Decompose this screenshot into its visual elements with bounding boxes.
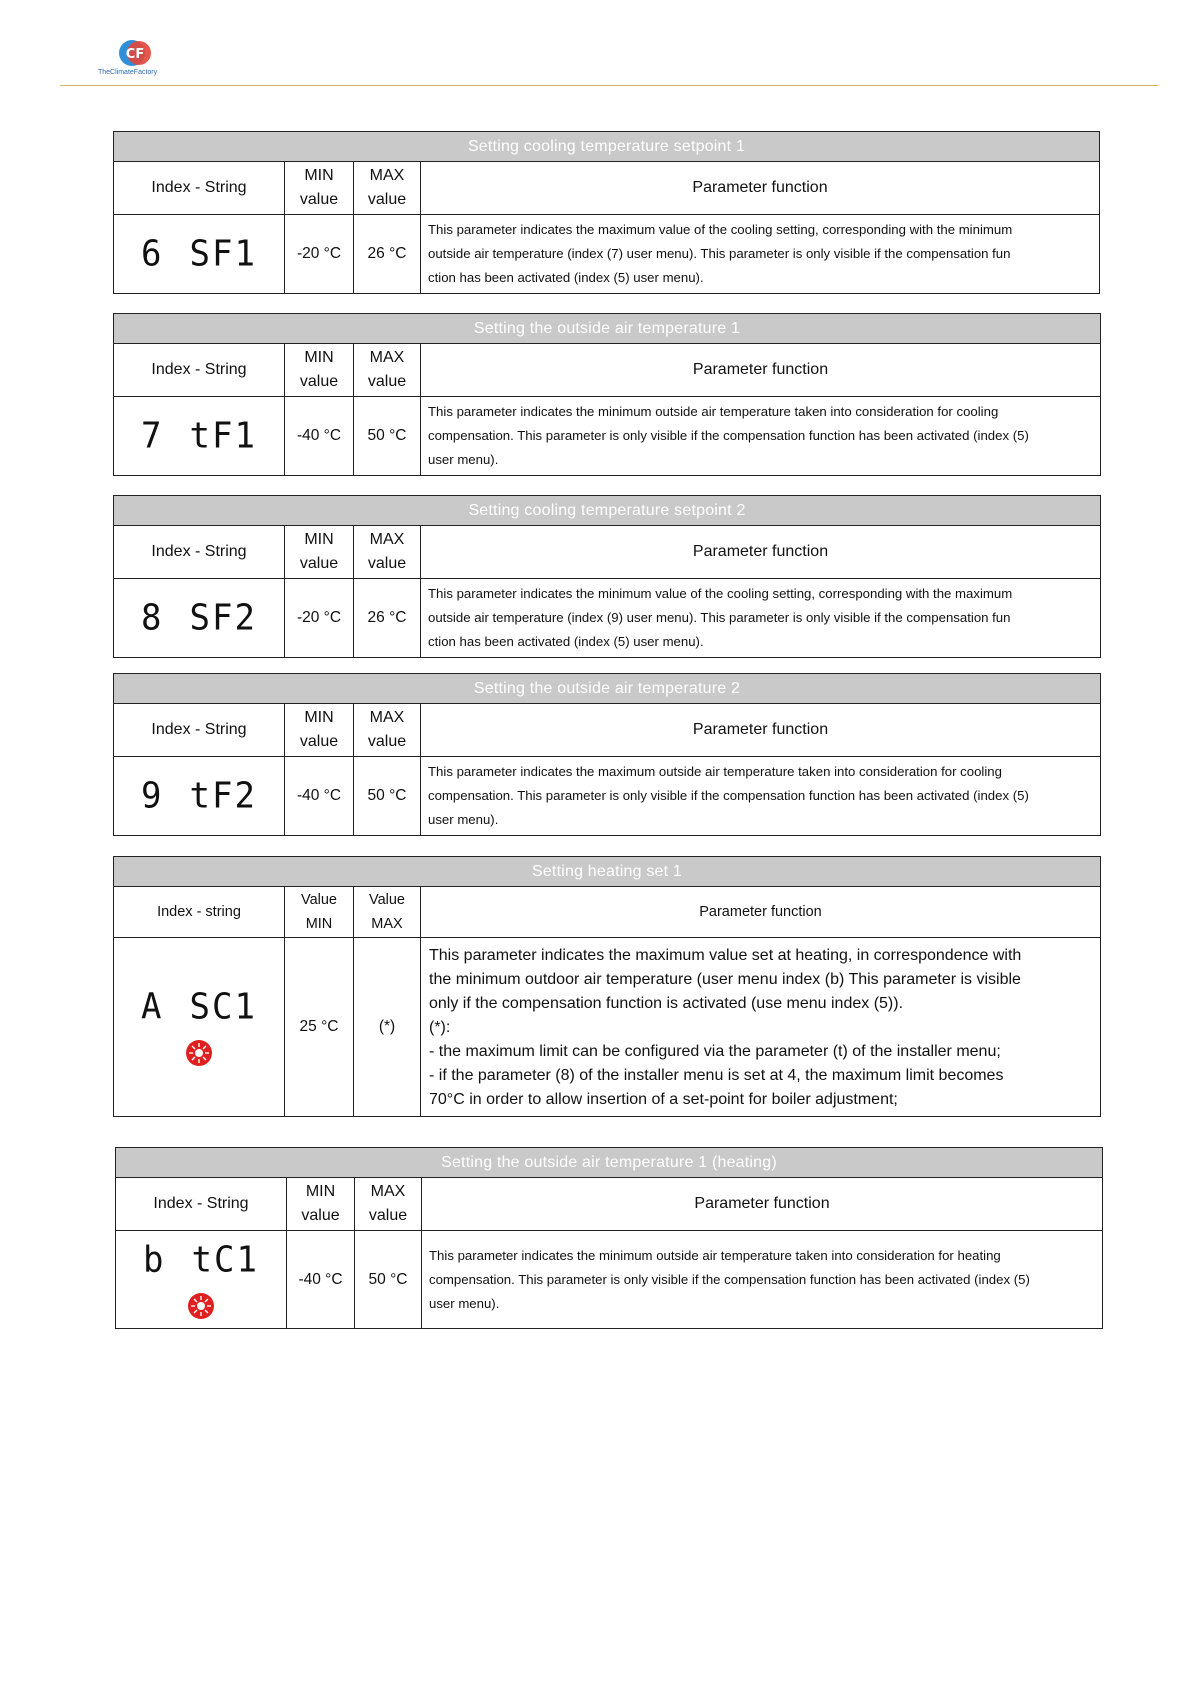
code-string: tC1 xyxy=(191,1238,259,1281)
max-value: (*) xyxy=(354,938,421,1117)
param-table-9 xyxy=(113,673,1101,836)
table-title: Setting cooling temperature setpoint 1 xyxy=(114,132,1100,162)
header-min: MIN value xyxy=(285,704,354,757)
header-function: Parameter function xyxy=(421,344,1101,397)
parameter-description: This parameter indicates the minimum value of the cooling setting, corresponding with the maximum outside air temperature (index (9) user menu). This parameter is only visible if the compensation fun ction has been activated (index (5) user menu). xyxy=(421,579,1101,658)
header-rule xyxy=(60,85,1158,86)
header-function: Parameter function xyxy=(421,704,1101,757)
parameter-description: This parameter indicates the maximum value set at heating, in correspondence with the minimum outdoor air temperature (user menu index (b) This parameter is visible only if the compensation function is activated (use menu index (5)). (*): - the maximum limit can be configured via the parameter (t) of the installer menu; - if the parameter (8) of the installer menu is set at 4, the maximum limit becomes 70°C in order to allow insertion of a set-point for boiler adjustment; xyxy=(421,938,1101,1117)
header-index-string: Index - string xyxy=(114,887,285,938)
code-string: tF2 xyxy=(189,775,257,817)
param-table-8 xyxy=(113,495,1101,658)
min-value: -20 °C xyxy=(285,215,354,294)
header-function: Parameter function xyxy=(421,526,1101,579)
param-table-7 xyxy=(113,313,1101,476)
code-string: SF2 xyxy=(189,597,257,639)
code-string: tF1 xyxy=(189,415,257,457)
code-index: A xyxy=(141,986,164,1028)
display-code xyxy=(114,938,285,1117)
heating-sun-icon xyxy=(185,1039,213,1067)
table-title: Setting cooling temperature setpoint 2 xyxy=(114,496,1101,526)
parameter-description: This parameter indicates the maximum outside air temperature taken into consideration for cooling compensation. This parameter is only visible if the compensation function has been activated (index (5) user menu). xyxy=(421,757,1101,836)
header-min: MIN value xyxy=(285,526,354,579)
display-code xyxy=(114,215,285,294)
company-logo xyxy=(98,36,178,80)
max-value: 50 °C xyxy=(354,757,421,836)
code-index: 6 xyxy=(141,233,164,275)
table-title: Setting the outside air temperature 2 xyxy=(114,674,1101,704)
min-value: -20 °C xyxy=(285,579,354,658)
header-min: MIN value xyxy=(285,162,354,215)
max-value: 50 °C xyxy=(354,397,421,476)
parameter-description: This parameter indicates the maximum value of the cooling setting, corresponding with the minimum outside air temperature (index (7) user menu). This parameter is only visible if the compensation fun ction has been activated (index (5) user menu). xyxy=(421,215,1100,294)
param-table-6 xyxy=(113,131,1100,294)
svg-text:CF: CF xyxy=(125,47,145,62)
param-table-a xyxy=(113,856,1101,1117)
param-table-b xyxy=(115,1147,1103,1329)
header-function: Parameter function xyxy=(421,887,1101,938)
header-index-string: Index - String xyxy=(114,162,285,215)
min-value: -40 °C xyxy=(285,397,354,476)
header-index-string: Index - String xyxy=(114,526,285,579)
display-code xyxy=(114,757,285,836)
max-value: 26 °C xyxy=(354,579,421,658)
header-min: MIN value xyxy=(285,344,354,397)
header-max: MAX value xyxy=(354,162,421,215)
code-index: 8 xyxy=(141,597,164,639)
code-index: b xyxy=(143,1238,166,1281)
min-value: 25 °C xyxy=(285,938,354,1117)
heating-sun-icon xyxy=(187,1292,215,1320)
code-string: SF1 xyxy=(189,233,257,275)
header-min: Value MIN xyxy=(285,887,354,938)
header-function: Parameter function xyxy=(421,162,1100,215)
brand-name: TheClimateFactory xyxy=(98,69,158,76)
table-title: Setting heating set 1 xyxy=(114,857,1101,887)
display-code xyxy=(114,579,285,658)
code-string: SC1 xyxy=(189,986,257,1028)
min-value: -40 °C xyxy=(287,1231,355,1329)
header-max: MAX value xyxy=(355,1178,422,1231)
header-max: MAX value xyxy=(354,344,421,397)
code-index: 7 xyxy=(141,415,164,457)
max-value: 50 °C xyxy=(355,1231,422,1329)
table-title: Setting the outside air temperature 1 (heating) xyxy=(116,1148,1103,1178)
header-min: MIN value xyxy=(287,1178,355,1231)
header-max: MAX value xyxy=(354,704,421,757)
min-value: -40 °C xyxy=(285,757,354,836)
display-code xyxy=(114,397,285,476)
display-code xyxy=(116,1231,287,1329)
header-index-string: Index - String xyxy=(114,704,285,757)
table-title: Setting the outside air temperature 1 xyxy=(114,314,1101,344)
header-function: Parameter function xyxy=(422,1178,1103,1231)
logo-icon xyxy=(118,36,152,70)
header-index-string: Index - String xyxy=(114,344,285,397)
header-max: MAX value xyxy=(354,526,421,579)
header-index-string: Index - String xyxy=(116,1178,287,1231)
header-max: Value MAX xyxy=(354,887,421,938)
code-index: 9 xyxy=(141,775,164,817)
parameter-description: This parameter indicates the minimum outside air temperature taken into consideration for cooling compensation. This parameter is only visible if the compensation function has been activated (index (5) user menu). xyxy=(421,397,1101,476)
max-value: 26 °C xyxy=(354,215,421,294)
parameter-description: This parameter indicates the minimum outside air temperature taken into consideration for heating compensation. This parameter is only visible if the compensation function has been activated (index (5) user menu). xyxy=(422,1231,1103,1329)
